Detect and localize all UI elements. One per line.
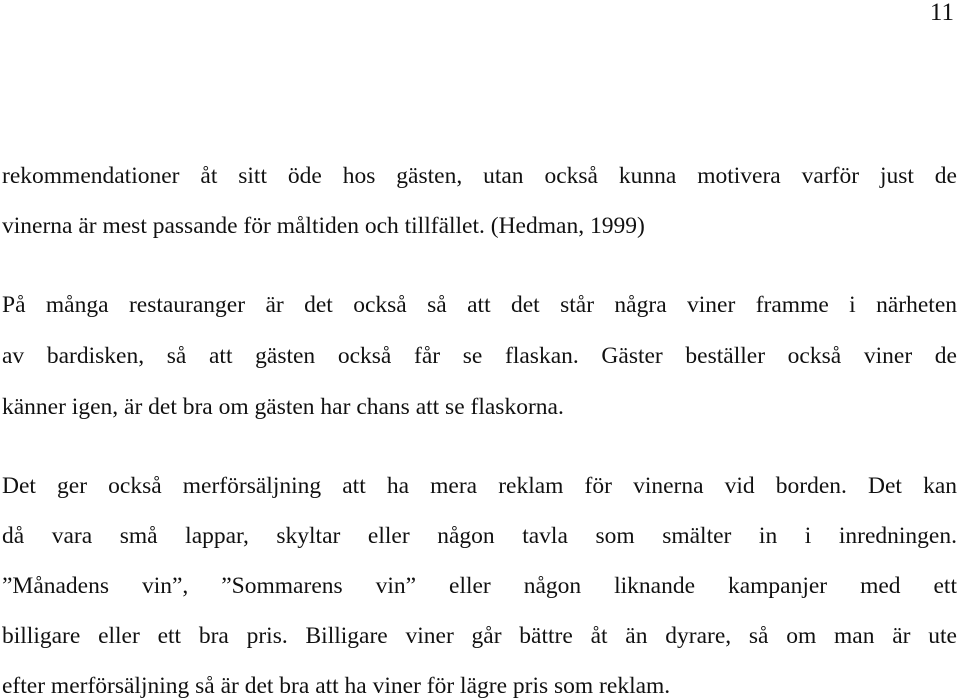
text-line: rekommendationer åt sitt öde hos gästen, utan också kunna motivera varför just de — [2, 163, 957, 189]
text-line: av bardisken, så att gästen också får se flaskan. Gäster beställer också viner de — [2, 343, 957, 369]
page-number: 11 — [929, 0, 954, 26]
text-line: billigare eller ett bra pris. Billigare viner går bättre åt än dyrare, så om man är ute — [2, 623, 957, 649]
text-line: ”Månadens vin”, ”Sommarens vin” eller någon liknande kampanjer med ett — [2, 573, 957, 599]
text-line: Det ger också merförsäljning att ha mera reklam för vinerna vid borden. Det kan — [2, 473, 957, 499]
text-line: efter merförsäljning så är det bra att ha viner för lägre pris som reklam. — [2, 673, 671, 699]
text-line: vinerna är mest passande för måltiden och tillfället. (Hedman, 1999) — [2, 213, 645, 239]
text-line: känner igen, är det bra om gästen har chans att se flaskorna. — [2, 394, 564, 420]
text-line: På många restauranger är det också så att det står några viner framme i närheten — [2, 292, 957, 318]
text-line: då vara små lappar, skyltar eller någon tavla som smälter in i inredningen. — [2, 523, 957, 549]
